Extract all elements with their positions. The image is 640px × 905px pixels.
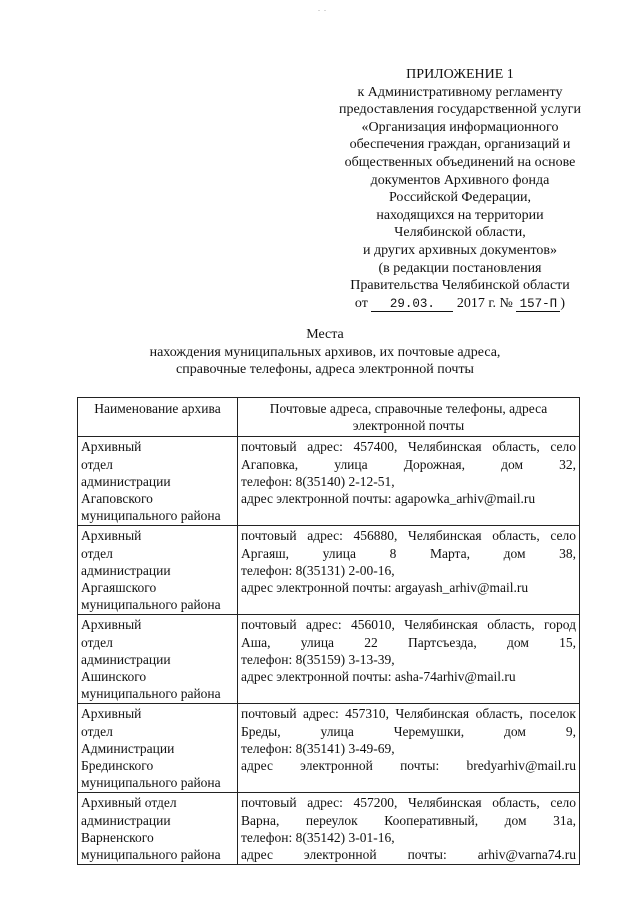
appendix-line: Челябинской области, <box>394 225 526 241</box>
name-line: администрации <box>81 473 171 489</box>
name-word: отдел <box>81 545 113 561</box>
name-word: Архивный <box>81 617 142 633</box>
name-line: муниципального района <box>81 775 221 791</box>
appendix-line: Правительства Челябинской области <box>350 278 570 294</box>
appendix-line: предоставления государственной услуги <box>339 102 581 118</box>
scan-mark: . . <box>318 4 327 13</box>
appendix-line: и других архивных документов» <box>362 242 558 258</box>
name-word: Архивный <box>81 706 142 722</box>
appendix-line: Российской Федерации, <box>388 190 532 206</box>
name-word: отдел <box>81 723 113 739</box>
name-line: Аргаяшского <box>81 580 157 596</box>
phone: телефон: 8(35142) 3-01-16, <box>241 829 395 845</box>
date-prefix: от <box>354 295 368 311</box>
name-line: Брединского <box>81 758 154 774</box>
name-line: муниципального района <box>81 847 221 863</box>
appendix-date-line <box>300 295 620 313</box>
archives-table <box>77 397 580 865</box>
postal-address: почтовый адрес: 456880, Челябинская область, село Аргаяш, улица 8 Марта, дом 38, <box>241 528 576 561</box>
table-header-row <box>78 398 580 437</box>
appendix-line: общественных объединений на основе <box>344 154 576 170</box>
contacts-cell <box>238 704 580 793</box>
contacts-cell <box>238 615 580 704</box>
table-row <box>78 615 580 704</box>
appendix-header <box>300 66 620 312</box>
table-row <box>78 793 580 865</box>
column-header-name: Наименование архива <box>78 398 238 437</box>
email: адрес электронной почты: arhiv@varna74.ru <box>241 847 576 863</box>
appendix-line: к Административному регламенту <box>357 84 563 100</box>
date-suffix: 2017 г. № <box>456 295 513 311</box>
name-line: Администрации <box>81 740 175 756</box>
email: адрес электронной почты: asha-74arhiv@mail.ru <box>241 669 516 685</box>
postal-address: почтовый адрес: 457310, Челябинская область, поселок Бреды, улица Черемушки, дом 9, <box>241 706 576 739</box>
archive-name-cell <box>78 526 238 615</box>
archive-name-cell <box>78 615 238 704</box>
handwritten-number: 157-П <box>516 298 560 312</box>
email: адрес электронной почты: argayash_arhiv@mail.ru <box>241 580 529 596</box>
appendix-line: «Организация информационного <box>361 119 559 135</box>
name-word: Архивный <box>81 528 142 544</box>
appendix-title: ПРИЛОЖЕНИЕ 1 <box>406 67 514 82</box>
table-row <box>78 526 580 615</box>
appendix-line: (в редакции постановления <box>378 260 542 276</box>
name-line: Архивный отдел <box>81 795 177 811</box>
archive-name-cell <box>78 793 238 865</box>
name-line: муниципального района <box>81 597 221 613</box>
postal-address: почтовый адрес: 457200, Челябинская область, село Варна, переулок Кооперативный, дом 31а, <box>241 795 576 828</box>
phone: телефон: 8(35140) 2-12-51, <box>241 473 395 489</box>
email: адрес электронной почты: agapowka_arhiv@mail.ru <box>241 491 536 507</box>
contacts-cell <box>238 526 580 615</box>
name-line: администрации <box>81 651 171 667</box>
name-word: отдел <box>81 456 113 472</box>
close-paren: ) <box>560 295 566 311</box>
phone: телефон: 8(35159) 3-13-39, <box>241 651 395 667</box>
document-heading <box>80 326 570 379</box>
name-word: Архивный <box>81 439 142 455</box>
appendix-line: находящихся на территории <box>376 207 544 223</box>
name-line: администрации <box>81 812 171 828</box>
heading-line: нахождения муниципальных архивов, их почтовые адреса, <box>149 344 501 360</box>
name-line: муниципального района <box>81 508 221 524</box>
name-line: Варненского <box>81 829 154 845</box>
appendix-line: документов Архивного фонда <box>370 172 550 188</box>
archive-name-cell <box>78 704 238 793</box>
name-line: муниципального района <box>81 686 221 702</box>
archive-name-cell <box>78 437 238 526</box>
name-line: администрации <box>81 562 171 578</box>
postal-address: почтовый адрес: 456010, Челябинская область, город Аша, улица 22 Партсъезда, дом 15, <box>241 617 576 650</box>
name-line: Агаповского <box>81 491 153 507</box>
name-line: Ашинского <box>81 669 147 685</box>
email: адрес электронной почты: bredyarhiv@mail.ru <box>241 758 576 774</box>
column-header-contacts: Почтовые адреса, справочные телефоны, адреса электронной почты <box>238 398 580 437</box>
phone: телефон: 8(35131) 2-00-16, <box>241 562 395 578</box>
table-row <box>78 704 580 793</box>
table-row <box>78 437 580 526</box>
handwritten-date: 29.03. <box>371 298 453 312</box>
appendix-line: обеспечения граждан, организаций и <box>349 137 571 153</box>
contacts-cell <box>238 793 580 865</box>
heading-line: справочные телефоны, адреса электронной почты <box>176 362 474 377</box>
heading-line: Места <box>306 327 344 342</box>
postal-address: почтовый адрес: 457400, Челябинская область, село Агаповка, улица Дорожная, дом 32, <box>241 439 576 472</box>
contacts-cell <box>238 437 580 526</box>
name-word: отдел <box>81 634 113 650</box>
phone: телефон: 8(35141) 3-49-69, <box>241 740 395 756</box>
